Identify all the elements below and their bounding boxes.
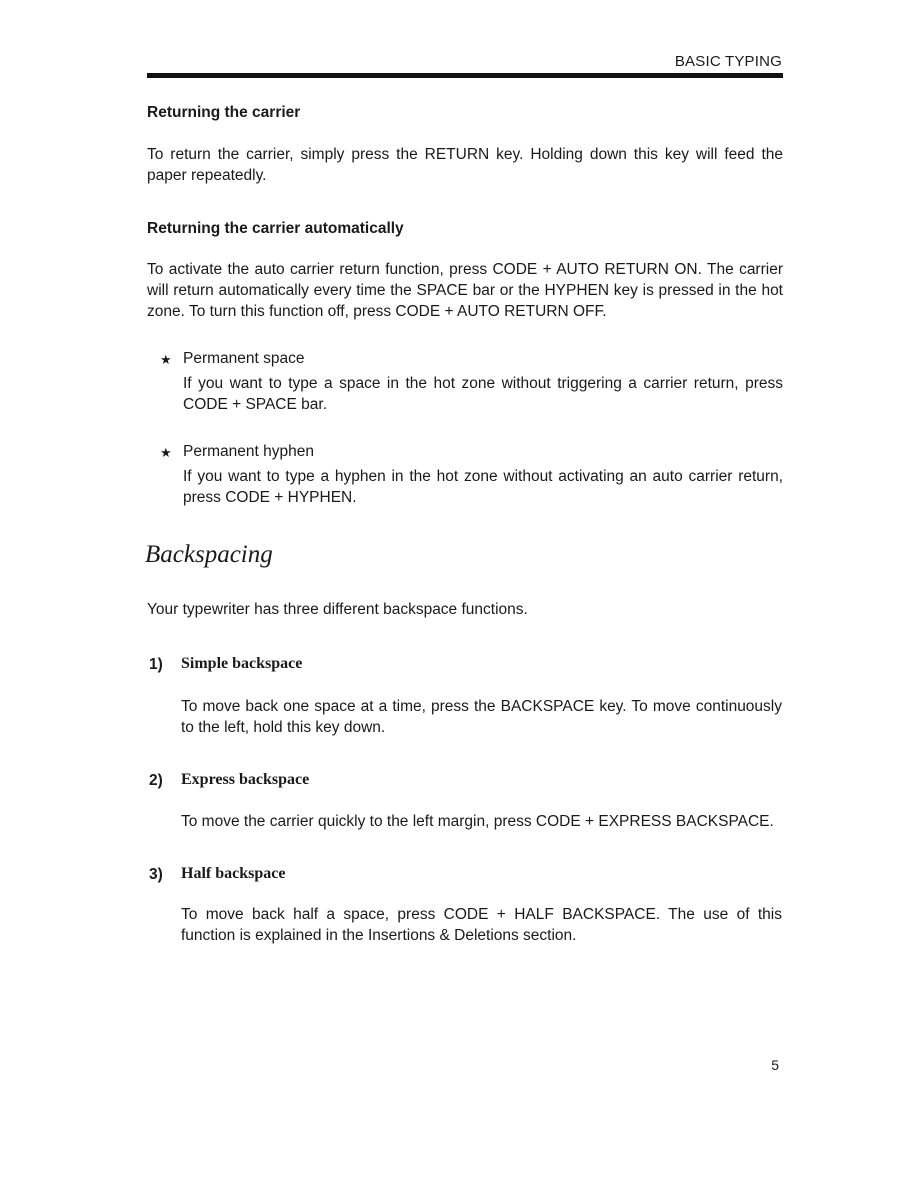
item-body-express-backspace: To move the carrier quickly to the left margin, press CODE + EXPRESS BACKSPACE. [181,813,774,830]
bullet-body-permanent-hyphen: If you want to type a hyphen in the hot zone without activating an auto carrier return, press CODE + HYPHEN. [183,468,783,506]
bullet-body-permanent-space: If you want to type a space in the hot zone without triggering a carrier return, press CODE + SPACE bar. [183,375,783,413]
item-heading-simple-backspace: Simple backspace [181,655,303,672]
item-body-half-backspace: To move back half a space, press CODE + HALF BACKSPACE. The use of this function is explained in the Insertions & Deletions section. [181,906,782,944]
header-rule [147,73,783,78]
paragraph-auto-return: To activate the auto carrier return function, press CODE + AUTO RETURN ON. The carrier will return automatically every time the SPACE bar or the HYPHEN key is pressed in the hot zone. To turn this function off, press CODE + AUTO RETURN OFF. [147,261,783,320]
page-number: 5 [771,1057,779,1073]
bullet-title-permanent-space: Permanent space [183,350,305,367]
running-head: BASIC TYPING [674,53,782,70]
paragraph-backspacing-intro: Your typewriter has three different backspace functions. [147,601,528,618]
star-bullet-icon: ★ [160,352,172,367]
heading-auto-return: Returning the carrier automatically [147,220,404,237]
paragraph-returning-carrier: To return the carrier, simply press the RETURN key. Holding down this key will feed the paper repeatedly. [147,146,783,184]
item-heading-half-backspace: Half backspace [181,865,286,882]
item-number: 1) [149,656,163,673]
item-number: 3) [149,866,163,883]
star-bullet-icon: ★ [160,445,172,460]
item-number: 2) [149,772,163,789]
item-heading-express-backspace: Express backspace [181,771,310,788]
heading-returning-carrier: Returning the carrier [147,104,301,121]
section-title-backspacing: Backspacing [145,541,273,568]
bullet-title-permanent-hyphen: Permanent hyphen [183,443,314,460]
item-body-simple-backspace: To move back one space at a time, press the BACKSPACE key. To move continuously to the left, hold this key down. [181,698,782,736]
